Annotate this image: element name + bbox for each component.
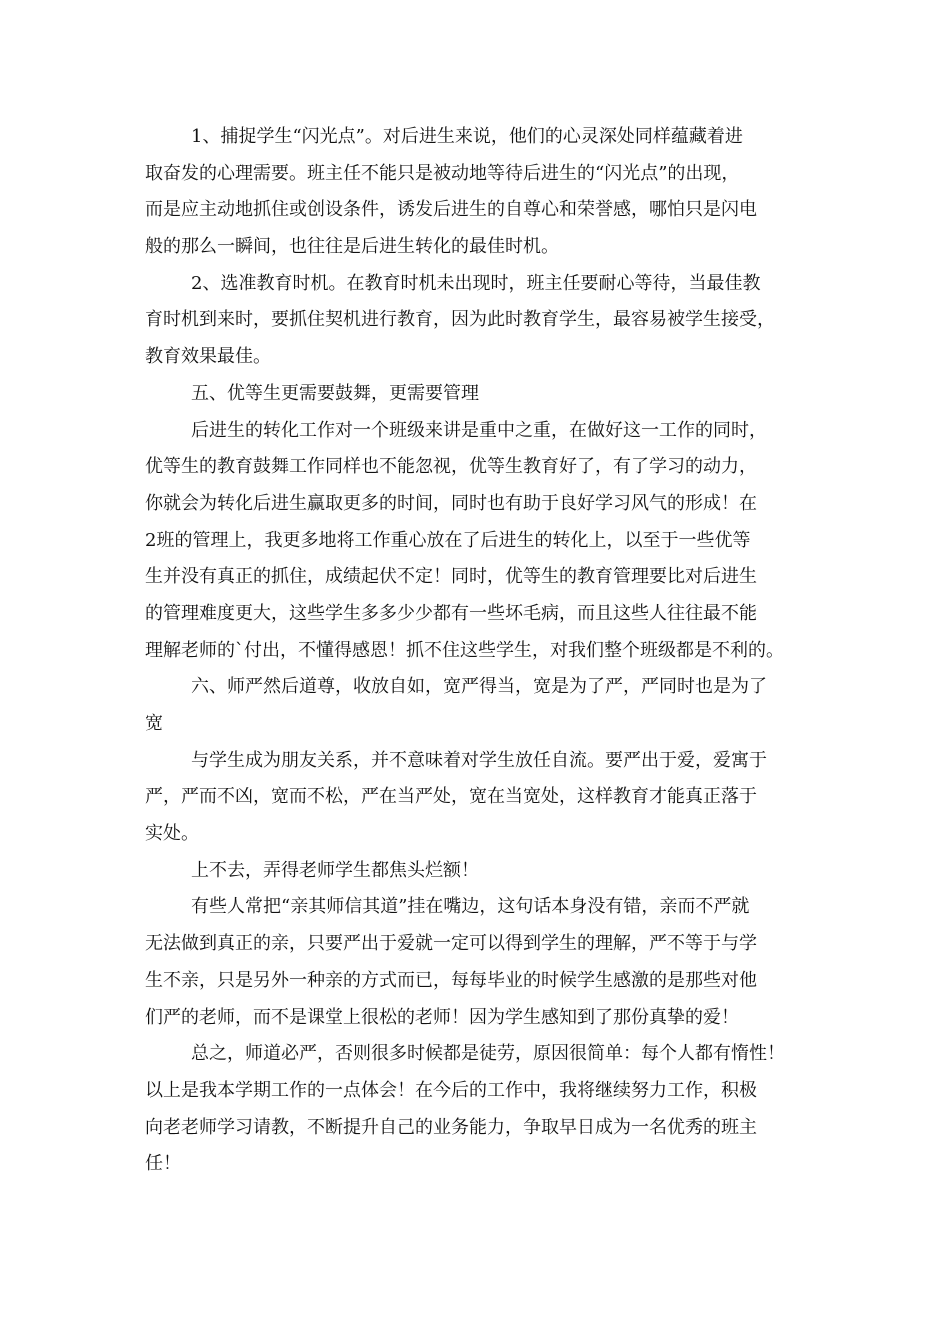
paragraph-line: 无法做到真正的亲，只要严出于爱就一定可以得到学生的理解，严不等于与学 (145, 933, 757, 955)
paragraph-first-line: 五、优等生更需要鼓舞，更需要管理 (191, 382, 479, 404)
paragraph-line: 们严的老师，而不是课堂上很松的老师！因为学生感知到了那份真挚的爱！ (145, 1006, 739, 1028)
paragraph-first-line: 上不去，弄得老师学生都焦头烂额！ (191, 859, 479, 881)
paragraph-line: 以上是我本学期工作的一点体会！在今后的工作中，我将继续努力工作，积极 (145, 1079, 757, 1101)
paragraph-line: 般的那么一瞬间，也往往是后进生转化的最佳时机。 (145, 236, 559, 258)
paragraph-line: 2班的管理上，我更多地将工作重心放在了后进生的转化上，以至于一些优等 (145, 529, 751, 551)
paragraph-first-line: 六、师严然后道尊，收放自如，宽严得当，宽是为了严，严同时也是为了 (191, 676, 767, 698)
paragraph-line: 的管理难度更大，这些学生多多少少都有一些坏毛病，而且这些人往往最不能 (145, 602, 757, 624)
document-body (145, 119, 825, 1183)
paragraph-line: 生不亲，只是另外一种亲的方式而已，每每毕业的时候学生感激的是那些对他 (145, 969, 757, 991)
paragraph-line: 教育效果最佳。 (145, 346, 271, 368)
paragraph-line: 严，严而不凶，宽而不松，严在当严处，宽在当宽处，这样教育才能真正落于 (145, 786, 757, 808)
paragraph-line: 而是应主动地抓住或创设条件，诱发后进生的自尊心和荣誉感，哪怕只是闪电 (145, 199, 757, 221)
paragraph-first-line: 有些人常把“亲其师信其道”挂在嘴边，这句话本身没有错，亲而不严就 (191, 896, 750, 918)
paragraph-line: 优等生的教育鼓舞工作同样也不能忽视，优等生教育好了，有了学习的动力， (145, 456, 757, 478)
paragraph-line: 育时机到来时，要抓住契机进行教育，因为此时教育学生，最容易被学生接受， (145, 309, 775, 331)
paragraph-first-line: 后进生的转化工作对一个班级来讲是重中之重，在做好这一工作的同时， (191, 419, 767, 441)
paragraph-line: 宽 (145, 713, 163, 734)
paragraph-first-line: 1、捕捉学生“闪光点”。对后进生来说，他们的心灵深处同样蕴藏着进 (191, 126, 743, 147)
paragraph-line: 任！ (145, 1153, 181, 1175)
paragraph-line: 取奋发的心理需要。班主任不能只是被动地等待后进生的“闪光点”的出现， (145, 162, 740, 184)
paragraph-first-line: 与学生成为朋友关系，并不意味着对学生放任自流。要严出于爱，爱寓于 (191, 749, 767, 771)
paragraph-line: 生并没有真正的抓住，成绩起伏不定！同时，优等生的教育管理要比对后进生 (145, 566, 757, 588)
paragraph-first-line: 总之，师道必严，否则很多时候都是徒劳，原因很简单：每个人都有惰性！ (191, 1043, 785, 1065)
paragraph-line: 理解老师的`付出，不懂得感恩！抓不住这些学生，对我们整个班级都是不利的。 (145, 639, 784, 661)
paragraph-line: 实处。 (145, 823, 199, 845)
paragraph-first-line: 2、选准教育时机。在教育时机未出现时，班主任要耐心等待，当最佳教 (191, 272, 761, 294)
paragraph-line: 向老老师学习请教，不断提升自己的业务能力，争取早日成为一名优秀的班主 (145, 1116, 757, 1138)
paragraph-line: 你就会为转化后进生赢取更多的时间，同时也有助于良好学习风气的形成！在 (145, 492, 757, 514)
